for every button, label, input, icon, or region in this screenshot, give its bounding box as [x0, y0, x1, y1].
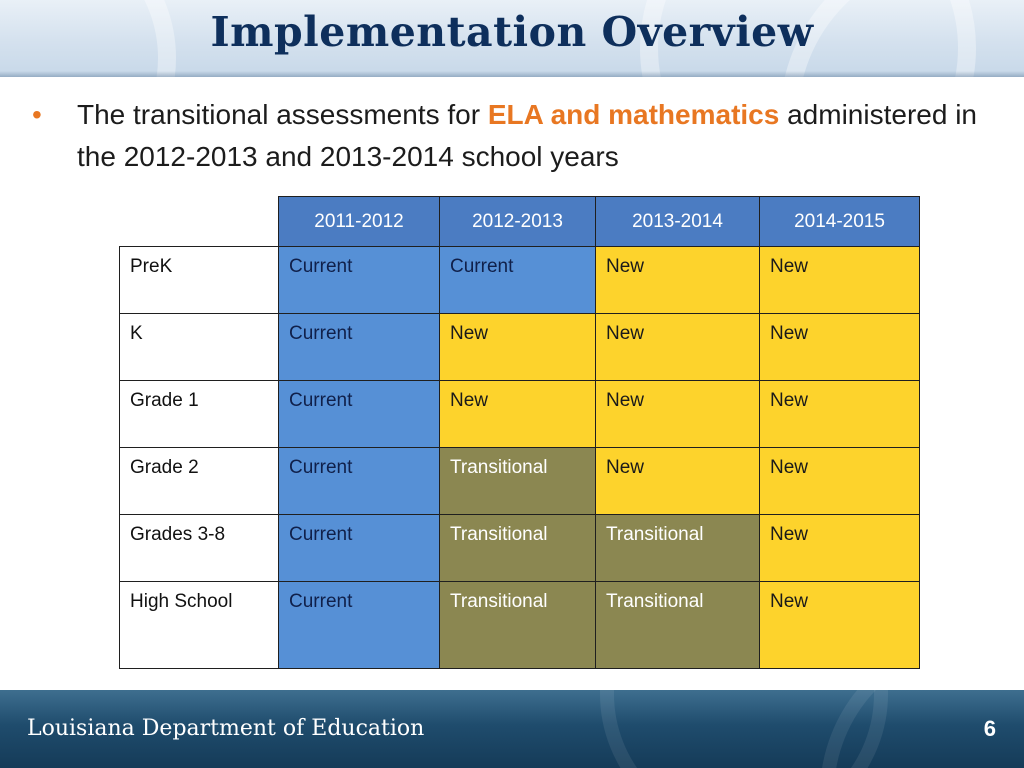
status-cell [760, 515, 920, 582]
status-cell [596, 314, 760, 381]
status-cell [279, 314, 440, 381]
status-text: Current [289, 457, 353, 478]
status-cell [279, 448, 440, 515]
status-cell [596, 582, 760, 669]
status-text: Transitional [606, 524, 704, 545]
table-row [120, 381, 920, 448]
status-text: New [770, 457, 809, 478]
status-text: Transitional [450, 457, 548, 478]
status-text: New [606, 256, 645, 277]
bullet-highlight: ELA and mathematics [487, 99, 780, 130]
row-label: Grades 3-8 [130, 524, 226, 545]
status-cell [760, 582, 920, 669]
status-cell [279, 515, 440, 582]
page-number: 6 [983, 716, 996, 741]
bullet-text-prefix: The transitional assessments for [77, 99, 488, 130]
status-text: Transitional [450, 524, 548, 545]
slide-footer [0, 690, 1024, 768]
status-text: New [450, 390, 489, 411]
status-cell [279, 381, 440, 448]
status-cell [596, 381, 760, 448]
status-cell [596, 448, 760, 515]
status-cell [760, 448, 920, 515]
status-text: Current [289, 323, 353, 344]
status-cell [440, 448, 596, 515]
row-label: Grade 2 [130, 457, 199, 478]
row-label: Grade 1 [130, 390, 199, 411]
status-cell [760, 314, 920, 381]
row-label-cell [120, 381, 279, 448]
status-text: Transitional [606, 591, 704, 612]
status-text: Current [289, 591, 353, 612]
row-label-cell [120, 515, 279, 582]
column-header: 2011-2012 [279, 197, 440, 247]
bullet-point [32, 94, 992, 178]
bullet-text-suffix: administered in the 2012-2013 and 2013-2014 school years [77, 99, 977, 172]
status-text: New [770, 524, 809, 545]
status-text: New [606, 390, 645, 411]
header-shadow [0, 71, 1024, 77]
table-row [120, 314, 920, 381]
row-label-cell [120, 448, 279, 515]
status-cell [760, 381, 920, 448]
status-cell [440, 314, 596, 381]
status-cell [596, 515, 760, 582]
table-header-row [120, 197, 920, 247]
status-text: Current [289, 524, 353, 545]
status-cell [440, 247, 596, 314]
status-text: Current [289, 256, 353, 277]
status-text: New [770, 390, 809, 411]
status-cell [279, 247, 440, 314]
status-text: New [450, 323, 489, 344]
slide-title: Implementation Overview [210, 8, 814, 56]
table-row [120, 448, 920, 515]
status-cell [440, 381, 596, 448]
bullet-dot-icon: • [32, 99, 42, 130]
row-label: High School [130, 591, 233, 612]
table-row [120, 582, 920, 669]
status-cell [440, 515, 596, 582]
column-header: 2014-2015 [760, 197, 920, 247]
status-text: Current [450, 256, 514, 277]
row-label: PreK [130, 256, 173, 277]
bullet-text [77, 94, 992, 178]
row-label-cell [120, 582, 279, 669]
table-corner-cell [120, 197, 279, 247]
status-cell [760, 247, 920, 314]
column-header: 2013-2014 [596, 197, 760, 247]
column-header: 2012-2013 [440, 197, 596, 247]
status-text: New [770, 323, 809, 344]
status-text: Transitional [450, 591, 548, 612]
status-text: Current [289, 390, 353, 411]
status-text: New [606, 457, 645, 478]
status-text: New [770, 591, 809, 612]
row-label-cell [120, 314, 279, 381]
organization-name: Louisiana Department of Education [27, 716, 425, 741]
assessment-schedule-table [119, 196, 920, 669]
status-text: New [770, 256, 809, 277]
table-row [120, 515, 920, 582]
status-cell [279, 582, 440, 669]
row-label: K [130, 323, 143, 344]
row-label-cell [120, 247, 279, 314]
status-text: New [606, 323, 645, 344]
status-cell [596, 247, 760, 314]
table-row [120, 247, 920, 314]
status-cell [440, 582, 596, 669]
